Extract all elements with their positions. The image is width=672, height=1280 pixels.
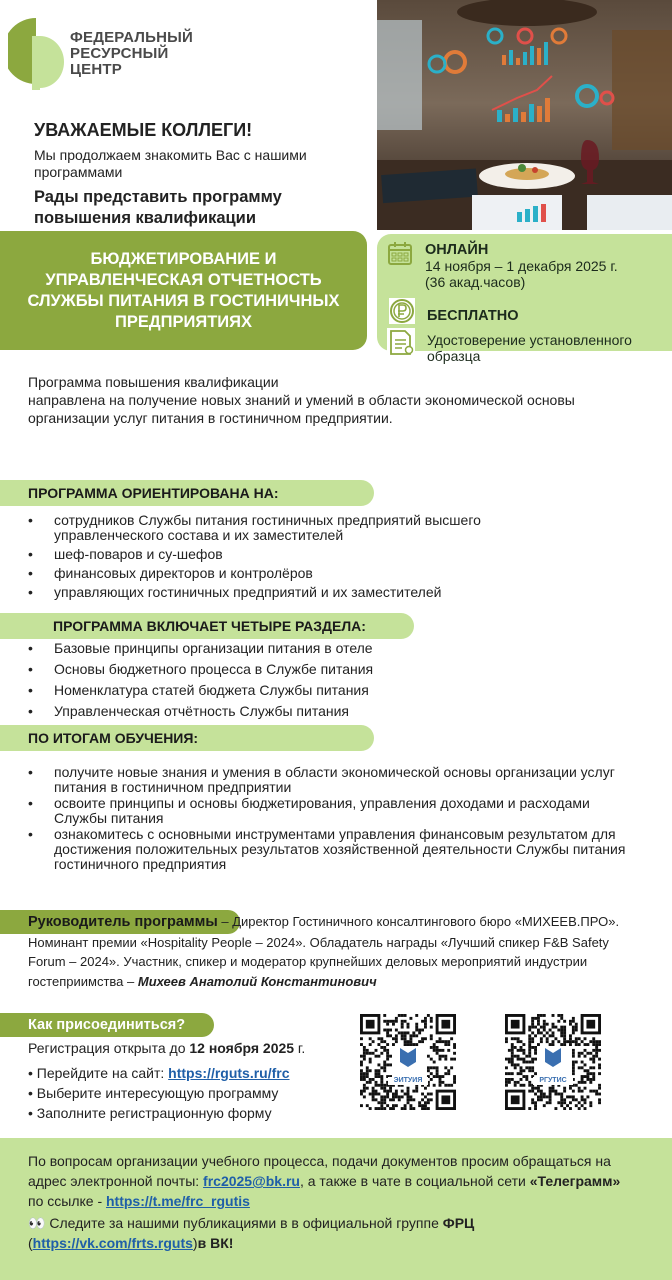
list-item: • Основы бюджетного процесса в Службе питания bbox=[28, 662, 588, 677]
intro-headline: Рады представить программу повышения квалификации bbox=[34, 188, 282, 227]
audience-list bbox=[28, 513, 588, 604]
contact-text-part: по ссылке - bbox=[28, 1193, 106, 1209]
restaurant-analytics-image bbox=[377, 0, 672, 230]
contact-text-part: По вопросам организации учебного процесса, подачи документов просим обращаться на адрес электронной почты: bbox=[28, 1153, 611, 1189]
intro-subtitle: Мы продолжаем знакомить Вас с нашими программами bbox=[34, 147, 307, 180]
qr-code[interactable] bbox=[360, 1000, 456, 1124]
certificate-text: Удостоверение установленного образца bbox=[427, 332, 632, 364]
list-item: • Номенклатура статей бюджета Службы питания bbox=[28, 683, 588, 698]
list-item: • шеф-поваров и су-шефов bbox=[28, 547, 588, 562]
logo-line: ФЕДЕРАЛЬНЫЙ bbox=[70, 29, 194, 46]
follow-text-part: Следите за нашими публикациями в в официальной группе bbox=[45, 1215, 443, 1231]
greeting-heading: УВАЖАЕМЫЕ КОЛЛЕГИ! bbox=[34, 120, 253, 140]
logo-mark-icon bbox=[8, 18, 68, 90]
paren: ) bbox=[192, 1235, 198, 1251]
contact-text-part: , а также в чате в социальной сети bbox=[299, 1173, 530, 1189]
registration-deadline bbox=[28, 1040, 305, 1056]
step-text: Перейдите на сайт: bbox=[36, 1065, 169, 1081]
program-dates bbox=[425, 258, 618, 290]
list-item: • Управленческая отчётность Службы питания bbox=[28, 704, 588, 719]
academic-hours: (36 акад.часов) bbox=[425, 274, 526, 290]
qr-code-icon bbox=[360, 1000, 456, 1124]
list-item: • финансовых директоров и контролёров bbox=[28, 566, 588, 581]
list-item: • управляющих гостиничных предприятий и их заместителей bbox=[28, 585, 588, 600]
join-steps bbox=[28, 1063, 290, 1123]
list-item: • ознакомитесь с основными инструментами управления финансовым результатом для достижения положительных результатов хозяйственной деятельности Службы питания гостиничного предприятия bbox=[28, 827, 628, 872]
vk-suffix: в ВК! bbox=[197, 1235, 234, 1251]
reg-prefix: Регистрация открыта до bbox=[28, 1040, 190, 1056]
results-header-pill bbox=[0, 725, 374, 751]
list-item: • сотрудников Службы питания гостиничных предприятий высшего управленческого состава и их заместителей bbox=[28, 513, 588, 543]
list-item: • освоите принципы и основы бюджетирования, управления доходами и расходами Службы питания bbox=[28, 796, 628, 826]
sections-header: ПРОГРАММА ВКЛЮЧАЕТ ЧЕТЫРЕ РАЗДЕЛА: bbox=[53, 618, 366, 634]
leader-bio: – Директор Гостиничного консалтингового бюро «МИХЕЕВ.ПРО». Номинант премии «Hospitality People – 2024». Обладатель награды «Лучший спикер F&B Safety Forum – 2024». Участник, спикер и модератор крупнейших деловых мероприятий индустрии гостеприимства – bbox=[28, 914, 620, 989]
certificate-icon bbox=[387, 328, 415, 358]
calendar-icon bbox=[387, 240, 413, 266]
logo-line: РЕСУРСНЫЙ bbox=[70, 45, 169, 62]
reg-suffix: г. bbox=[294, 1040, 306, 1056]
paren: ( bbox=[28, 1235, 33, 1251]
contact-text bbox=[28, 1151, 628, 1211]
program-title-box bbox=[0, 231, 367, 350]
frc-logo bbox=[8, 18, 218, 92]
logo-line: ЦЕНТР bbox=[70, 61, 122, 78]
telegram-link[interactable]: https://t.me/frc_rgutis bbox=[106, 1193, 250, 1209]
program-info-box bbox=[377, 234, 672, 364]
results-list bbox=[28, 765, 628, 873]
group-name: ФРЦ bbox=[442, 1215, 475, 1231]
format-label: ОНЛАЙН bbox=[425, 242, 489, 258]
program-leader bbox=[28, 912, 648, 991]
ruble-coin-icon bbox=[389, 298, 415, 324]
qr-label: РГУТИС bbox=[533, 1077, 573, 1085]
list-item: • Базовые принципы организации питания в отеле bbox=[28, 641, 588, 656]
description-line: направлена на получение новых знаний и умений в области экономической основы организации услуг питания в гостиничном предприятии. bbox=[28, 392, 575, 426]
leader-label: Руководитель программы bbox=[28, 914, 218, 930]
contact-footer bbox=[0, 1138, 672, 1280]
price-label: БЕСПЛАТНО bbox=[427, 308, 519, 324]
sections-header-pill bbox=[0, 613, 414, 639]
vk-link[interactable]: https://vk.com/frts.rguts bbox=[32, 1235, 193, 1251]
leader-name: Михеев Анатолий Константинович bbox=[137, 973, 377, 989]
telegram-label: «Телеграмм» bbox=[529, 1173, 621, 1189]
eyes-icon: 👀 bbox=[28, 1215, 46, 1231]
program-description bbox=[28, 373, 628, 427]
email-link[interactable]: frc2025@bk.ru bbox=[203, 1173, 300, 1189]
join-step: • Заполните регистрационную форму bbox=[28, 1103, 290, 1123]
qr-code-icon bbox=[505, 1000, 601, 1124]
join-header: Как присоединиться? bbox=[28, 1017, 186, 1033]
list-item: • получите новые знания и умения в области экономической основы организации услуг питания в гостиничном предприятии bbox=[28, 765, 628, 795]
qr-code[interactable] bbox=[505, 1000, 601, 1124]
sections-list bbox=[28, 641, 588, 725]
results-header: ПО ИТОГАМ ОБУЧЕНИЯ: bbox=[28, 730, 199, 746]
audience-header: ПРОГРАММА ОРИЕНТИРОВАНА НА: bbox=[28, 485, 279, 501]
date-range: 14 ноября – 1 декабря 2025 г. bbox=[425, 258, 618, 274]
join-step: • Выберите интересующую программу bbox=[28, 1083, 290, 1103]
audience-header-pill bbox=[0, 480, 374, 506]
qr-label: ЭИТУИЯ bbox=[388, 1077, 428, 1085]
follow-text bbox=[28, 1213, 648, 1253]
reg-date: 12 ноября 2025 bbox=[189, 1040, 295, 1056]
join-step bbox=[28, 1063, 290, 1083]
description-line: Программа повышения квалификации bbox=[28, 374, 279, 390]
site-link[interactable]: https://rguts.ru/frc bbox=[168, 1065, 290, 1081]
join-header-pill bbox=[0, 1013, 214, 1037]
program-title: БЮДЖЕТИРОВАНИЕ И УПРАВЛЕНЧЕСКАЯ ОТЧЕТНОСТЬ СЛУЖБЫ ПИТАНИЯ В ГОСТИНИЧНЫХ ПРЕДПРИЯТИЯХ bbox=[27, 249, 340, 331]
